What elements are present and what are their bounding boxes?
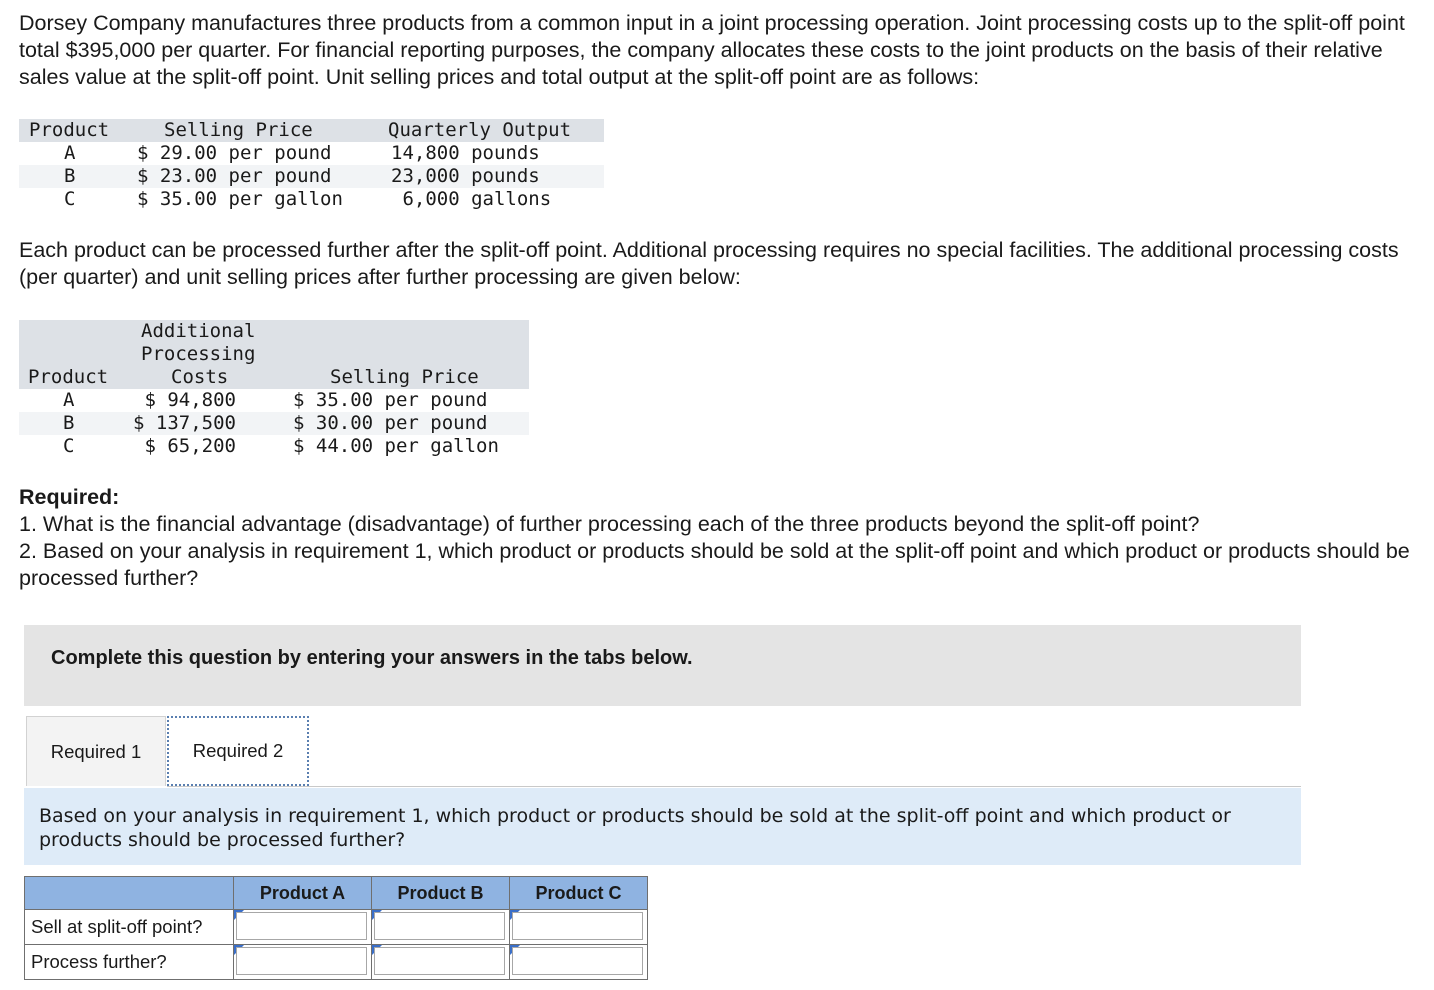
table-cell: $ 44.00 per gallon (293, 435, 499, 457)
table-cell: $ 29.00 per pound (137, 142, 332, 164)
answer-cell-sell-product-a (234, 910, 372, 945)
table-cell: $ 30.00 per pound (293, 412, 488, 434)
answer-cell-process-product-a (234, 945, 372, 980)
col-header-processing: Processing (141, 343, 256, 365)
col-header-costs: Costs (171, 366, 229, 388)
table-cell: 6,000 gallons (391, 188, 552, 210)
col-header-product: Product (28, 366, 109, 388)
answer-cell-process-product-c (510, 945, 648, 980)
tab-required-2[interactable]: Required 2 (167, 716, 309, 786)
answer-cell-process-product-b (372, 945, 510, 980)
tab-divider (167, 786, 1301, 787)
further-processing-paragraph: Each product can be processed further after the split-off point. Additional processing requires no special facilities. The additional processing costs (per quarter) and unit selling prices after further processing are given below: (19, 238, 1399, 289)
row-label-sell-at-split-off: Sell at split-off point? (25, 910, 234, 945)
sell-product-c-input[interactable] (512, 912, 643, 940)
table-cell: A (63, 389, 75, 411)
tab-required-1[interactable]: Required 1 (26, 716, 166, 786)
table-cell: $ 23.00 per pound (137, 165, 332, 187)
table-cell: $ 137,500 (133, 412, 236, 434)
table-cell: C (63, 435, 75, 457)
table-cell: C (64, 188, 76, 210)
table-cell: B (63, 412, 75, 434)
table-cell: $ 65,200 (133, 435, 236, 457)
table-cell: $ 35.00 per gallon (137, 188, 343, 210)
col-header-product-a: Product A (234, 877, 372, 910)
instruction-banner (24, 625, 1301, 706)
col-header-quarterly-output: Quarterly Output (388, 119, 572, 141)
answer-cell-sell-product-c (510, 910, 648, 945)
col-header-product-b: Product B (372, 877, 510, 910)
table-cell: $ 35.00 per pound (293, 389, 488, 411)
table-row (25, 910, 648, 945)
answer-corner-cell (25, 877, 234, 910)
col-header-additional: Additional (141, 320, 256, 342)
answer-cell-sell-product-b (372, 910, 510, 945)
table-cell: A (64, 142, 76, 164)
table-cell: B (64, 165, 76, 187)
required-title: Required: (19, 485, 120, 509)
row-label-process-further: Process further? (25, 945, 234, 980)
col-header-product-c: Product C (510, 877, 648, 910)
col-header-selling-price: Selling Price (164, 119, 313, 141)
intro-paragraph: Dorsey Company manufactures three products from a common input in a joint processing operation. Joint processing costs up to the split-off point total $395,000 per quarter. For financial reporting purposes, the company allocates these costs to the joint products on the basis of their relative sales value at the split-off point. Unit selling prices and total output at the split-off point are as follows: (19, 11, 1405, 89)
answer-header-row (25, 877, 648, 910)
table-cell: 14,800 pounds (391, 142, 540, 164)
question-text: Based on your analysis in requirement 1, which product or products should be sold at the split-off point and which product or products should be processed further? (39, 805, 1231, 851)
required-section (19, 484, 1419, 592)
process-product-a-input[interactable] (236, 947, 367, 975)
table-cell: $ 94,800 (133, 389, 236, 411)
question-panel (24, 788, 1301, 865)
col-header-selling-price: Selling Price (330, 366, 479, 388)
requirement-2-text: 2. Based on your analysis in requirement 1, which product or products should be sold at the split-off point and which product or products should be processed further? (19, 539, 1410, 590)
process-product-c-input[interactable] (512, 947, 643, 975)
col-header-product: Product (29, 119, 110, 141)
sell-product-b-input[interactable] (374, 912, 505, 940)
requirement-1-text: 1. What is the financial advantage (disadvantage) of further processing each of the three products beyond the split-off point? (19, 512, 1200, 536)
process-product-b-input[interactable] (374, 947, 505, 975)
table-row (25, 945, 648, 980)
table-cell: 23,000 pounds (391, 165, 540, 187)
sell-product-a-input[interactable] (236, 912, 367, 940)
answer-table (24, 876, 648, 980)
instruction-text: Complete this question by entering your answers in the tabs below. (51, 647, 693, 669)
